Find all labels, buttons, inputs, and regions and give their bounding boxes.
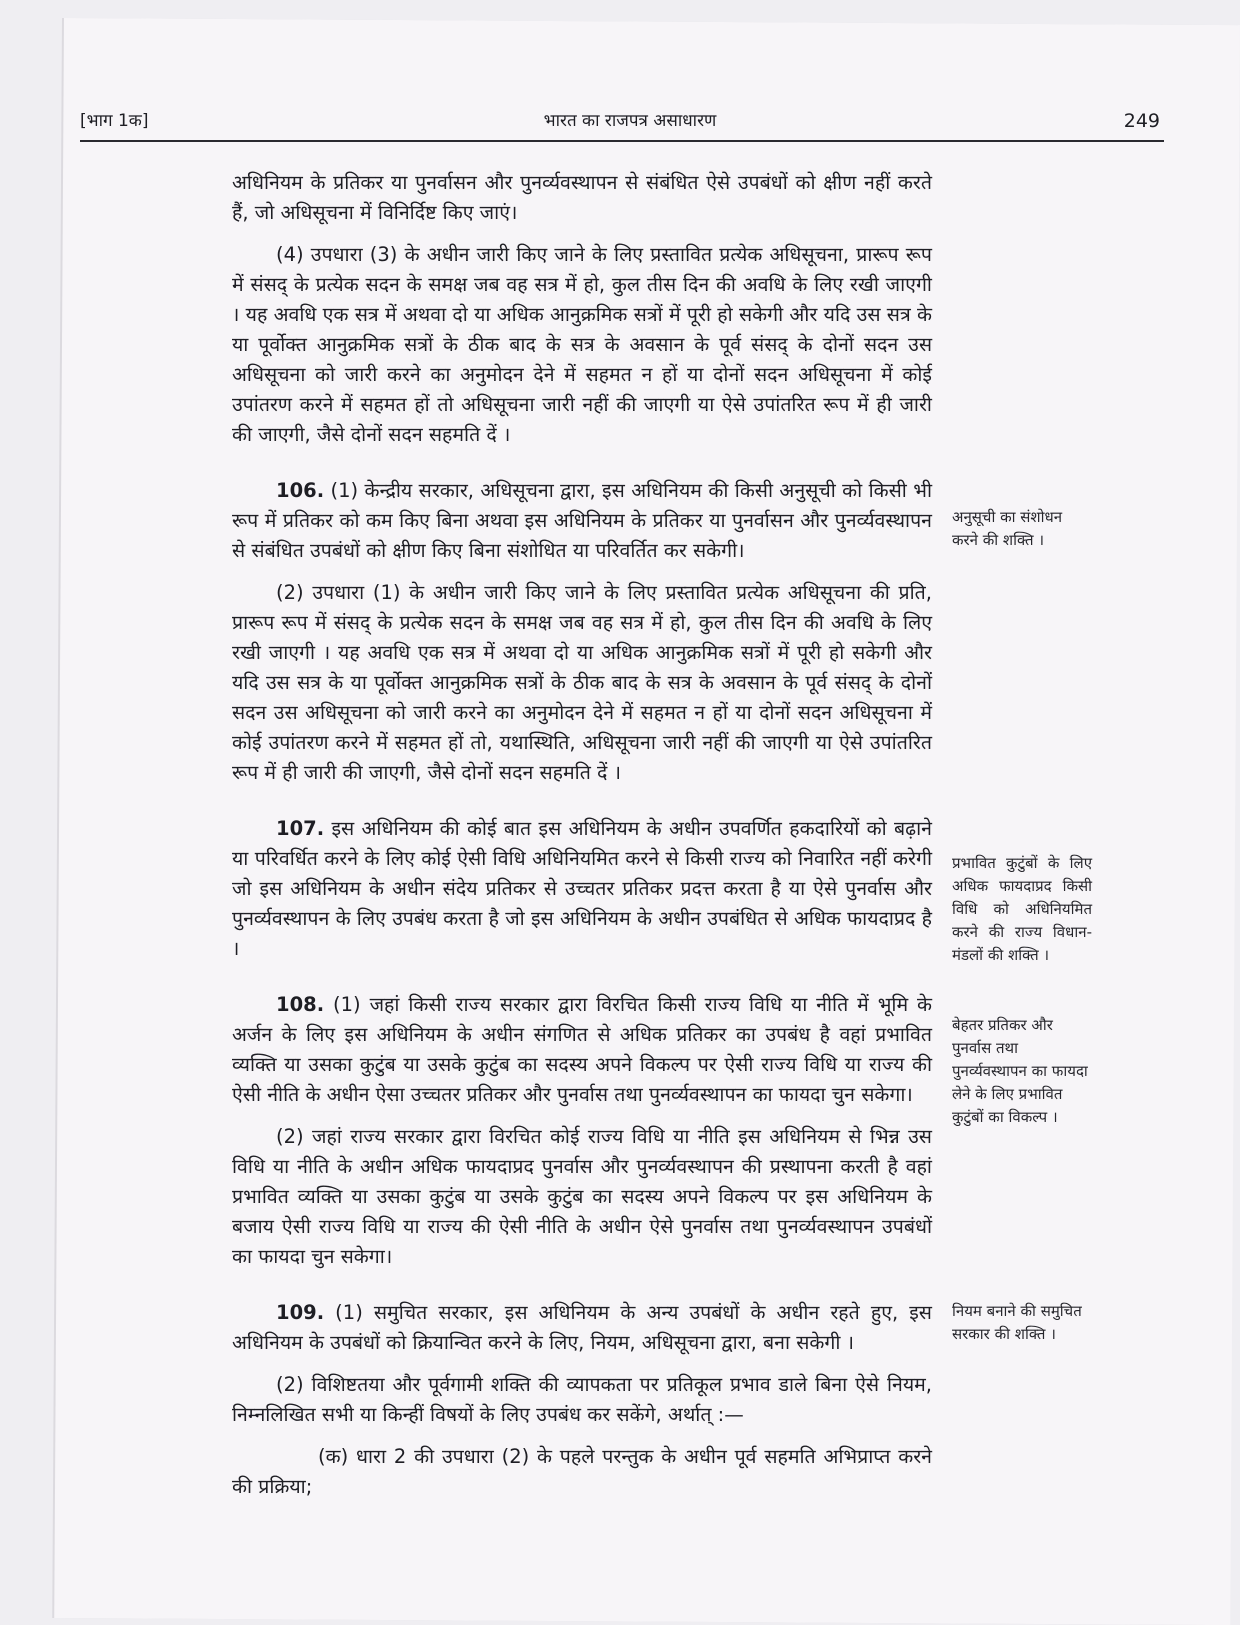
section-number: 108. <box>276 993 325 1016</box>
header-rule <box>80 140 1164 142</box>
margin-note-109: नियम बनाने की समुचित सरकार की शक्ति । <box>952 1302 1082 1343</box>
main-text <box>232 168 932 1514</box>
section-number: 106. <box>276 479 325 502</box>
section-number: 109. <box>276 1301 325 1324</box>
margin-note-106: अनुसूची का संशोधन करने की शक्ति । <box>952 508 1063 549</box>
section-107 <box>232 814 932 964</box>
paragraph-4: (4) उपधारा (3) के अधीन जारी किए जाने के लिए प्रस्तावित प्रत्येक अधिसूचना, प्रारूप रूप में संसद् के प्रत्येक सदन के समक्ष जब वह सत्र में हो, कुल तीस दिन की अवधि के लिए रखी जाएगी । यह अवधि एक सत्र में अथवा दो या अधिक आनुक्रमिक सत्रों में पूरी हो सकेगी और यदि उस सत्र के या पूर्वोक्त आनुक्रमिक सत्रों के ठीक बाद के सत्र के अवसान के पूर्व संसद् के दोनों सदन उस अधिसूचना को जारी करने का अनुमोदन देने में सहमत न हों या दोनों सदन अधिसूचना में कोई उपांतरण करने में सहमत हों तो अधिसूचना जारी नहीं की जाएगी या ऐसे उपांतरित रूप में ही जारी की जाएगी, जैसे दोनों सदन सहमति दें । <box>232 243 932 446</box>
section-text: इस अधिनियम की कोई बात इस अधिनियम के अधीन उपवर्णित हकदारियों को बढ़ाने या परिवर्धित करने के लिए कोई ऐसी विधि अधिनियमित करने से किसी राज्य को निवारित नहीं करेगी जो इस अधिनियम के अधीन संदेय प्रतिकर से उच्चतर प्रतिकर प्रदत्त करता है या ऐसे पुनर्वास और पुनर्व्यवस्थापन के लिए उपबंध करता है जो इस अधिनियम के अधीन उपबंधित से अधिक फायदाप्रद है । <box>232 817 932 960</box>
section-text: (1) केन्द्रीय सरकार, अधिसूचना द्वारा, इस अधिनियम की किसी अनुसूची को किसी भी रूप में प्रतिकर को कम किए बिना अथवा इस अधिनियम के प्रतिकर या पुनर्वासन और पुनर्व्यवस्थापन से संबंधित उपबंधों को क्षीण किए बिना संशोधित या परिवर्तित कर सकेगी। <box>232 479 932 562</box>
section-text: (1) समुचित सरकार, इस अधिनियम के अन्य उपबंधों के अधीन रहते हुए, इस अधिनियम के उपबंधों को क्रियान्वित करने के लिए, नियम, अधिसूचना द्वारा, बना सकेगी । <box>232 1301 932 1354</box>
section-106-sub-2: (2) उपधारा (1) के अधीन जारी किए जाने के लिए प्रस्तावित प्रत्येक अधिसूचना की प्रति, प्रारूप रूप में संसद् के प्रत्येक सदन के समक्ष जब वह सत्र में हो, कुल तीस दिन की अवधि के लिए रखी जाएगी । यह अवधि एक सत्र में अथवा दो या अधिक आनुक्रमिक सत्रों में पूरी हो सकेगी और यदि उस सत्र के या पूर्वोक्त आनुक्रमिक सत्रों के ठीक बाद के सत्र के अवसान के पूर्व संसद् के दोनों सदन उस अधिसूचना को जारी करने का अनुमोदन देने में सहमत न हों या दोनों सदन अधिसूचना में कोई उपांतरण करने में सहमत हों तो, यथास्थिति, अधिसूचना जारी नहीं की जाएगी या ऐसे उपांतरित रूप में ही जारी की जाएगी, जैसे दोनों सदन सहमति दें । <box>232 581 932 784</box>
section-text: (1) जहां किसी राज्य सरकार द्वारा विरचित किसी राज्य विधि या नीति में भूमि के अर्जन के लिए इस अधिनियम के अधीन संगणित से अधिक प्रतिकर का उपबंध है वहां प्रभावित व्यक्ति या उसका कुटुंब या उसके कुटुंब का सदस्य अपने विकल्प पर ऐसी राज्य विधि या राज्य की ऐसी नीति के अधीन ऐसा उच्चतर प्रतिकर और पुनर्वास तथा पुनर्व्यवस्थापन का फायदा चुन सकेगा। <box>232 993 932 1106</box>
page-number: 249 <box>1123 110 1160 132</box>
section-number: 107. <box>276 817 325 840</box>
gazette-title: भारत का राजपत्र असाधारण <box>543 111 717 131</box>
paragraph-continuation: अधिनियम के प्रतिकर या पुनर्वासन और पुनर्व्यवस्थापन से संबंधित ऐसे उपबंधों को क्षीण नहीं करते हैं, जो अधिसूचना में विनिर्दिष्ट किए जाएं। <box>232 171 932 224</box>
section-108 <box>232 990 932 1110</box>
margin-note-108: बेहतर प्रतिकर और पुनर्वास तथा पुनर्व्यवस्थापन का फायदा लेने के लिए प्रभावित कुटुंबों का विकल्प । <box>952 1016 1088 1126</box>
part-label: [भाग 1क] <box>80 111 149 131</box>
section-109-sub-2: (2) विशिष्टतया और पूर्वगामी शक्ति की व्यापकता पर प्रतिकूल प्रभाव डाले बिना ऐसे नियम, निम्नलिखित सभी या किन्हीं विषयों के लिए उपबंध कर सकेंगे, अर्थात् :— <box>232 1373 932 1426</box>
margin-note-107: प्रभावित कुटुंबों के लिए अधिक फायदाप्रद किसी विधि को अधिनियमित करने की राज्य विधान-मंडलों की शक्ति । <box>952 854 1092 964</box>
section-108-sub-2: (2) जहां राज्य सरकार द्वारा विरचित कोई राज्य विधि या नीति इस अधिनियम से भिन्न उस विधि या नीति के अधीन अधिक फायदाप्रद पुनर्वास और पुनर्व्यवस्थापन की प्रस्थापना करती है वहां प्रभावित व्यक्ति या उसका कुटुंब या उसके कुटुंब का सदस्य अपने विकल्प पर इस अधिनियम के बजाय ऐसी राज्य विधि या राज्य की ऐसी नीति के अधीन ऐसे पुनर्वास तथा पुनर्व्यवस्थापन उपबंधों का फायदा चुन सकेगा। <box>232 1125 932 1268</box>
page-header <box>80 108 1160 136</box>
section-109-clause-ka: (क) धारा 2 की उपधारा (2) के पहले परन्तुक के अधीन पूर्व सहमति अभिप्राप्त करने की प्रक्रिया; <box>232 1445 932 1498</box>
section-106 <box>232 476 932 566</box>
section-109 <box>232 1298 932 1358</box>
